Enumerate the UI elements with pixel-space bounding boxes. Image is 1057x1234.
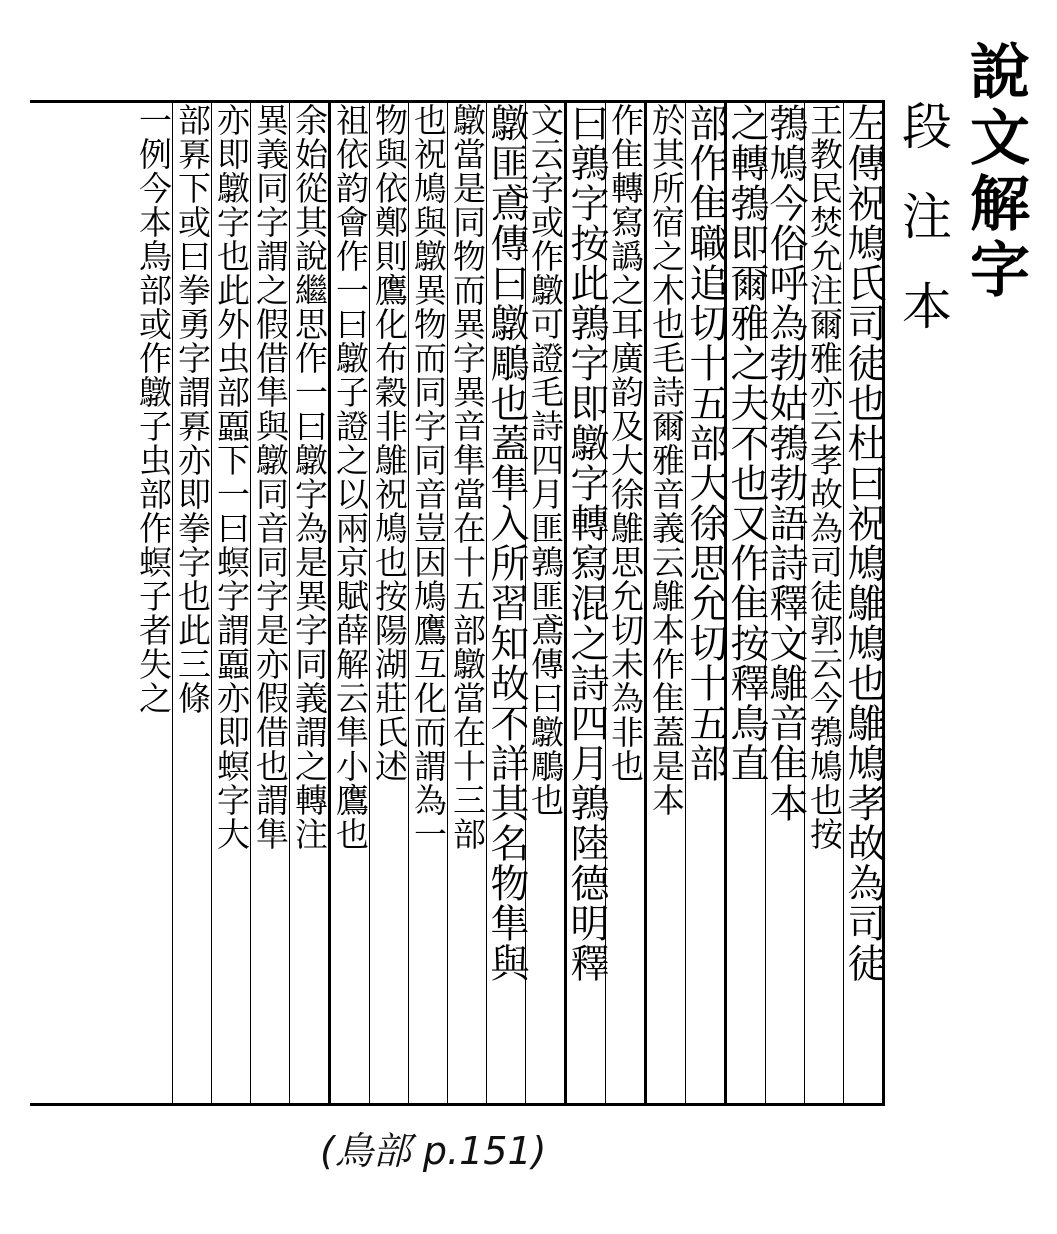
text-column: 鷻當是同物而異字異音隼當在十五部鷻當在十三部 [448, 103, 487, 1103]
text-column: 鵓鳩今俗呼為勃姑鵓勃語詩釋文鵻音隹本 [766, 103, 805, 1103]
text-column: 物與依鄭則鷹化布穀非鵻祝鳩也按陽湖莊氏述 [370, 103, 409, 1103]
text-column: 也祝鳩與鷻異物而同字同音豈因鳩鷹互化而謂為一 [409, 103, 448, 1103]
text-column: 鷻匪鳶傳曰鷻鵰也蓋隼入所習知故不詳其名物隼與 [487, 103, 526, 1103]
text-column: 左傳祝鳩氏司徒也杜曰祝鳩鵻鳩也鵻鳩孝故為司徒 [844, 103, 885, 1103]
handwritten-citation: (鳥部 p.151) [320, 1129, 547, 1173]
text-column: 余始從其說繼思作一曰鷻字為是異字同義謂之轉注 [290, 103, 331, 1103]
text-column: 部作隹職追切十五部大徐思允切十五部 [686, 103, 727, 1103]
page-subtitle: 段注本 [894, 100, 952, 370]
text-column: 一例今本鳥部或作鷻子虫部作螟子者失之 [134, 103, 173, 1103]
text-column: 王教民焚允注爾雅亦云孝故為司徒郭云今鵓鳩也按 [805, 103, 844, 1103]
classical-text-block [30, 100, 885, 1106]
text-column: 於其所宿之木也毛詩爾雅音義云鵻本作隹蓋是本 [647, 103, 686, 1103]
text-column: 之轉鵓即爾雅之夫不也又作隹按釋鳥直 [727, 103, 766, 1103]
text-column: 亦即鷻字也此外虫部蠠下一曰螟字謂蠠亦即螟字大 [212, 103, 251, 1103]
text-column: 文云字或作鷻可證毛詩四月匪鶉匪鳶傳曰鷻鵰也 [526, 103, 567, 1103]
text-column: 作隹轉寫譌之耳廣韵及大徐鵻思允切未為非也 [606, 103, 647, 1103]
page-title: 說文解字 [960, 40, 1030, 304]
text-column: 部奡下或曰拳勇字謂奡亦即拳字也此三條 [173, 103, 212, 1103]
text-column: 祖依韵會作一曰鷻子證之以兩京賦薛解云隼小鷹也 [331, 103, 370, 1103]
text-column: 異義同字謂之假借隼與鷻同音同字是亦假借也謂隼 [251, 103, 290, 1103]
text-column: 曰鶉字按此鶉字即鷻字轉寫混之詩四月鶉陸德明釋 [567, 103, 606, 1103]
